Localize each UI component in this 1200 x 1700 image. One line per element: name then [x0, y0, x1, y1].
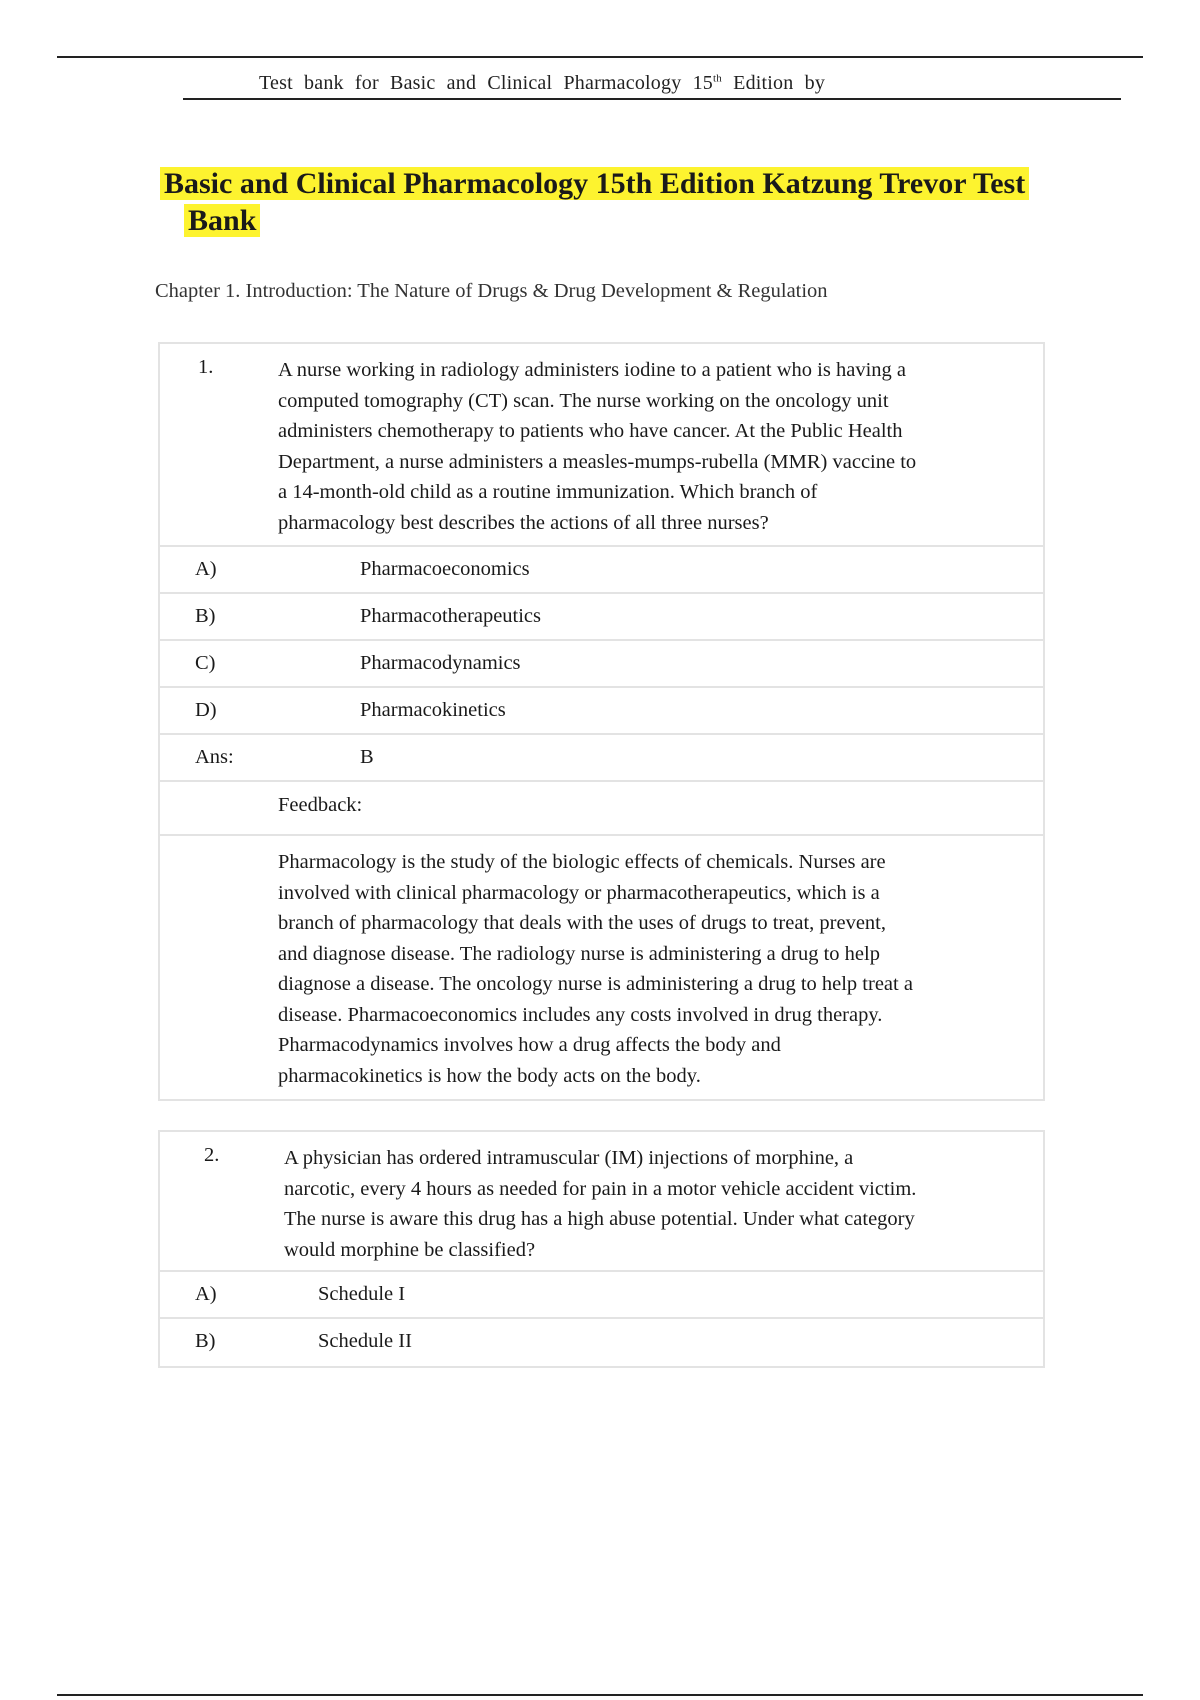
feedback-line: and diagnose disease. The radiology nurse is administering a drug to help [278, 942, 880, 965]
option-text: Pharmacotherapeutics [360, 605, 542, 627]
feedback-line: Pharmacology is the study of the biologic effects of chemicals. Nurses are [278, 851, 886, 873]
option-row-d [160, 688, 1043, 735]
feedback-text [278, 847, 1023, 1091]
stem-line: administers chemotherapy to patients who have cancer. At the Public Health [278, 420, 903, 442]
answer-value: B [360, 746, 374, 768]
bottom-rule [57, 1694, 1143, 1696]
option-letter: C) [195, 652, 216, 674]
question-number: 1. [198, 356, 214, 378]
stem-line: computed tomography (CT) scan. The nurse working on the oncology unit [278, 389, 889, 412]
document-title [160, 165, 1090, 239]
question-1-table [158, 342, 1045, 1101]
feedback-row [160, 836, 1043, 1099]
title-line-2: Bank [184, 204, 260, 237]
question-stem [284, 1143, 1019, 1265]
feedback-line: disease. Pharmacoeconomics includes any costs involved in drug therapy. [278, 1003, 883, 1026]
header-underline [183, 98, 1121, 100]
option-row-b [160, 594, 1043, 641]
stem-line: a 14-month-old child as a routine immunization. Which branch of [278, 481, 818, 503]
feedback-line: pharmacokinetics is how the body acts on the body. [278, 1064, 701, 1087]
feedback-line: branch of pharmacology that deals with the uses of drugs to treat, prevent, [278, 912, 886, 934]
option-letter: D) [195, 699, 217, 721]
answer-label: Ans: [195, 746, 234, 768]
option-letter: A) [195, 558, 217, 580]
feedback-label-row [160, 782, 1043, 836]
title-line-1: Basic and Clinical Pharmacology 15th Edition Katzung Trevor Test [160, 167, 1029, 200]
stem-line: A physician has ordered intramuscular (IM) injections of morphine, a [284, 1147, 854, 1169]
feedback-line: diagnose a disease. The oncology nurse is administering a drug to help treat a [278, 973, 913, 995]
chapter-heading: Chapter 1. Introduction: The Nature of Drugs & Drug Development & Regulation [155, 280, 828, 302]
option-text: Schedule I [318, 1283, 406, 1305]
question-number: 2. [204, 1144, 220, 1166]
option-row-a [160, 1272, 1043, 1319]
option-letter: B) [195, 605, 216, 627]
option-text: Pharmacokinetics [360, 699, 506, 721]
question-stem-row [160, 344, 1043, 547]
feedback-line: involved with clinical pharmacology or pharmacotherapeutics, which is a [278, 881, 880, 904]
answer-row [160, 735, 1043, 782]
running-header-sup: th [713, 72, 722, 85]
stem-line: pharmacology best describes the actions of all three nurses? [278, 511, 769, 534]
running-header-tail: Edition by [721, 72, 826, 94]
running-header-text: Test bank for Basic and Clinical Pharmacology 15 [259, 72, 713, 94]
question-stem-row [160, 1132, 1043, 1272]
question-stem [278, 355, 1018, 538]
option-text: Pharmacoeconomics [360, 558, 530, 580]
option-text: Schedule II [318, 1330, 412, 1352]
stem-line: narcotic, every 4 hours as needed for pain in a motor vehicle accident victim. [284, 1177, 917, 1200]
feedback-line: Pharmacodynamics involves how a drug affects the body and [278, 1034, 781, 1056]
running-header [259, 72, 825, 95]
feedback-label: Feedback: [278, 794, 363, 816]
option-letter: B) [195, 1330, 216, 1352]
option-row-b [160, 1319, 1043, 1366]
option-letter: A) [195, 1283, 217, 1305]
stem-line: A nurse working in radiology administers iodine to a patient who is having a [278, 359, 906, 381]
option-row-a [160, 547, 1043, 594]
option-text: Pharmacodynamics [360, 652, 521, 674]
option-row-c [160, 641, 1043, 688]
stem-line: would morphine be classified? [284, 1238, 536, 1261]
stem-line: Department, a nurse administers a measles-mumps-rubella (MMR) vaccine to [278, 450, 917, 473]
question-2-table [158, 1130, 1045, 1368]
stem-line: The nurse is aware this drug has a high abuse potential. Under what category [284, 1208, 915, 1230]
top-rule [57, 56, 1143, 58]
